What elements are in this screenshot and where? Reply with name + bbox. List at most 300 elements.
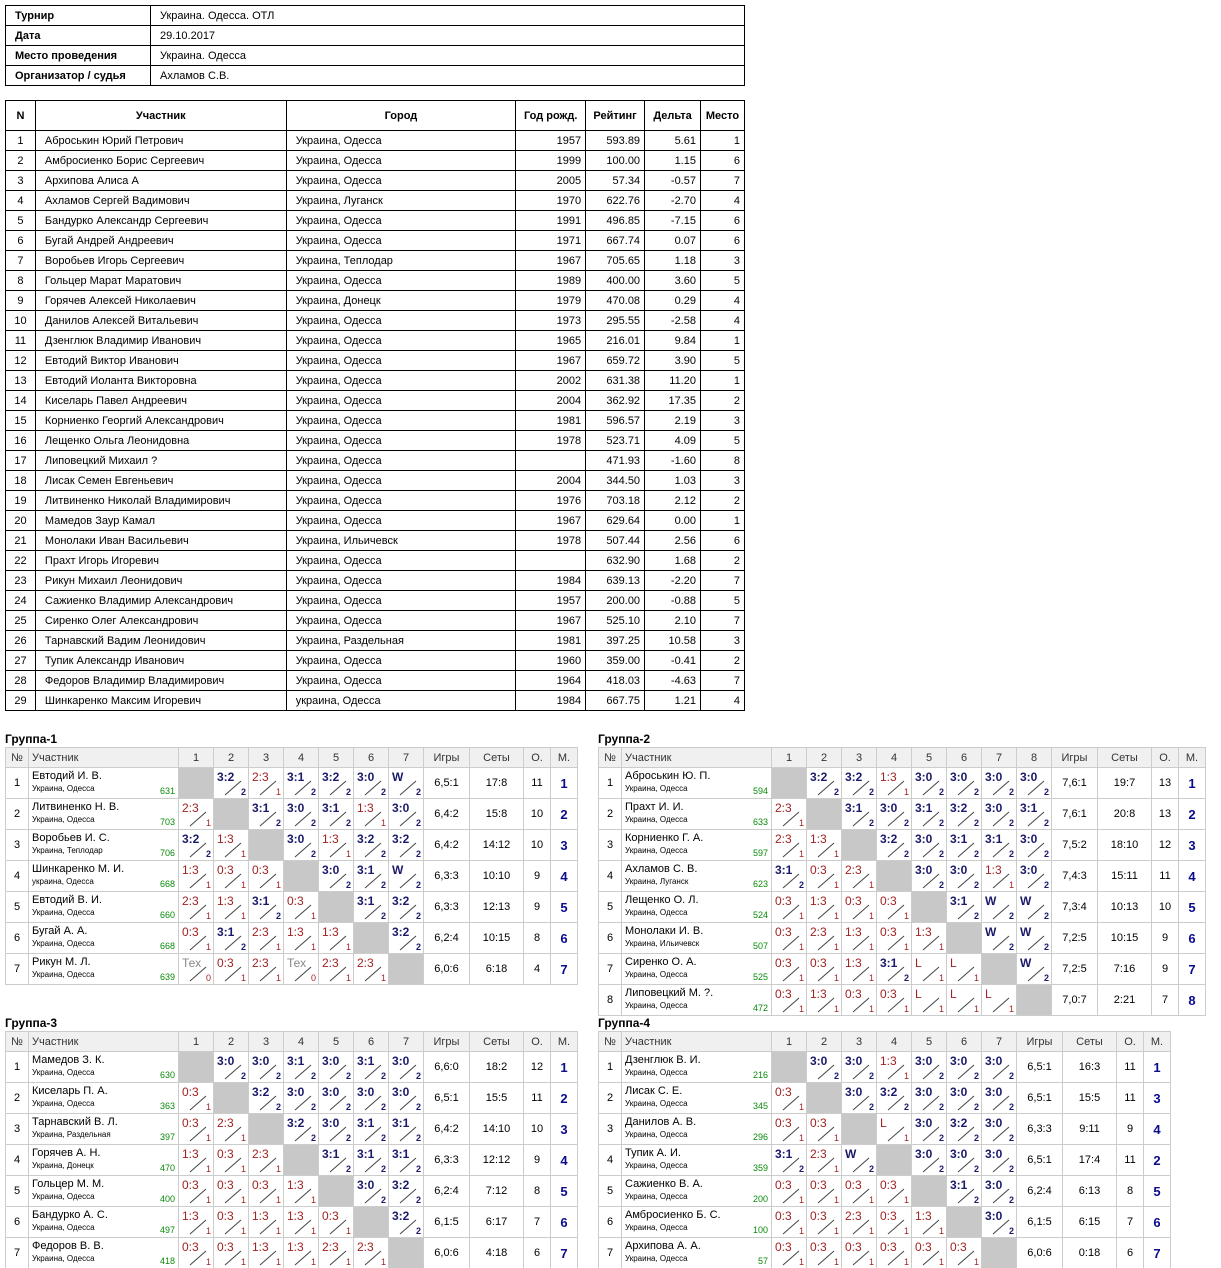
player-place: 3	[700, 471, 744, 491]
player-rating: 470	[159, 1163, 175, 1173]
slash-icon	[259, 1219, 277, 1235]
player-rating: 344.50	[586, 471, 645, 491]
match-cell	[842, 1176, 877, 1207]
slash-icon	[259, 780, 277, 796]
slash-icon	[294, 811, 312, 827]
slash-icon	[399, 842, 417, 858]
player-number: 22	[6, 551, 36, 571]
group-row	[599, 1083, 1171, 1114]
match-points: 2	[938, 818, 944, 828]
match-cell	[284, 1083, 319, 1114]
match-points: 1	[240, 973, 246, 983]
participants-header-cell: Город	[286, 101, 516, 131]
slash-icon	[887, 842, 905, 858]
match-points: 2	[415, 1226, 421, 1236]
slash-icon	[957, 1250, 975, 1266]
diagonal-cell	[807, 1083, 842, 1114]
match-points: 1	[868, 973, 874, 983]
row-place: 6	[551, 923, 578, 954]
match-score: 3:1	[357, 863, 375, 877]
row-games: 6,5:1	[1017, 1145, 1063, 1176]
player-city: Украина, Ильичевск	[625, 939, 700, 948]
player-city: Украина, Одесса	[32, 970, 95, 979]
player-place: 7	[700, 171, 744, 191]
match-points: 1	[205, 942, 211, 952]
slash-icon	[887, 1219, 905, 1235]
row-points: 9	[524, 1145, 551, 1176]
player-rating: 622.76	[586, 191, 645, 211]
match-cell	[249, 861, 284, 892]
row-place: 6	[1179, 923, 1206, 954]
row-player	[622, 1083, 772, 1114]
row-sets: 20:8	[1098, 799, 1152, 830]
participants-header-cell: Рейтинг	[586, 101, 645, 131]
slash-icon	[189, 1157, 207, 1173]
row-number: 7	[599, 954, 622, 985]
player-city: Украина, Одесса	[286, 391, 516, 411]
match-score: 3:1	[950, 894, 968, 908]
row-games: 6,2:4	[424, 923, 470, 954]
match-score: 3:1	[252, 894, 270, 908]
match-cell	[912, 1238, 947, 1268]
row-games: 6,5:1	[1017, 1052, 1063, 1083]
match-cell	[354, 1114, 389, 1145]
player-birth-year: 1965	[516, 331, 586, 351]
row-sets: 6:18	[470, 954, 524, 985]
group-table	[5, 1031, 578, 1268]
player-rating: 418	[159, 1256, 175, 1266]
match-score: 3:2	[392, 832, 410, 846]
player-rating: 418.03	[586, 671, 645, 691]
player-name: Лещенко Ольга Леонидовна	[35, 431, 286, 451]
player-name: Лещенко О. Л.	[625, 894, 699, 906]
match-score: 3:0	[252, 1054, 270, 1068]
row-sets: 15:8	[470, 799, 524, 830]
match-score: 2:3	[775, 801, 792, 815]
match-cell	[179, 1145, 214, 1176]
group-row	[599, 1207, 1171, 1238]
player-number: 18	[6, 471, 36, 491]
slash-icon	[852, 1188, 870, 1204]
slash-icon	[817, 997, 835, 1013]
player-place: 2	[700, 491, 744, 511]
match-score: 3:0	[845, 1085, 863, 1099]
match-score: 3:0	[950, 1085, 968, 1099]
player-city: Украина, Одесса	[32, 939, 95, 948]
player-name: Воробьев Игорь Сергеевич	[35, 251, 286, 271]
header-num: №	[599, 1032, 622, 1052]
row-games: 6,3:3	[1017, 1114, 1063, 1145]
slash-icon	[992, 1064, 1010, 1080]
row-place: 4	[1144, 1114, 1171, 1145]
player-rating: 397	[159, 1132, 175, 1142]
diagonal-cell	[179, 1052, 214, 1083]
match-score: 1:3	[182, 1209, 199, 1223]
player-name: Данилов Алексей Витальевич	[35, 311, 286, 331]
participants-header-cell: Дельта	[645, 101, 701, 131]
match-cell	[1017, 830, 1052, 861]
match-points: 1	[275, 787, 281, 797]
player-city: Украина, Одесса	[286, 151, 516, 171]
match-points: 1	[275, 1164, 281, 1174]
match-score: 3:0	[845, 1054, 863, 1068]
match-cell	[284, 1176, 319, 1207]
group-title: Группа-2	[598, 732, 651, 746]
slash-icon	[399, 1095, 417, 1111]
player-delta: 9.84	[645, 331, 701, 351]
diagonal-cell	[842, 1114, 877, 1145]
player-name: Амбросиенко Б. С.	[625, 1209, 721, 1221]
player-name: Мамедов Заур Камал	[35, 511, 286, 531]
group-title: Группа-1	[5, 732, 58, 746]
slash-icon	[782, 935, 800, 951]
match-score: 3:1	[357, 1147, 375, 1161]
player-city: Украина, Одесса	[286, 491, 516, 511]
match-cell	[389, 861, 424, 892]
slash-icon	[329, 780, 347, 796]
player-birth-year: 1960	[516, 651, 586, 671]
match-cell	[982, 768, 1017, 799]
match-score: 1:3	[810, 987, 827, 1001]
group-row	[599, 892, 1206, 923]
match-cell	[284, 830, 319, 861]
player-number: 2	[6, 151, 36, 171]
row-sets: 4:18	[470, 1238, 524, 1268]
match-cell	[179, 1238, 214, 1268]
slash-icon	[294, 1188, 312, 1204]
slash-icon	[399, 1157, 417, 1173]
match-cell	[214, 861, 249, 892]
diagonal-cell	[982, 1238, 1017, 1268]
group-row	[599, 1176, 1171, 1207]
player-name: Воробьев И. С.	[32, 832, 110, 844]
match-cell	[877, 1052, 912, 1083]
player-city: Украина, Одесса	[625, 1192, 688, 1201]
diagonal-cell	[354, 1207, 389, 1238]
match-score: 1:3	[322, 925, 339, 939]
player-city: Украина, Одесса	[286, 351, 516, 371]
player-place: 3	[700, 411, 744, 431]
slash-icon	[887, 811, 905, 827]
row-sets: 10:15	[470, 923, 524, 954]
match-points: 1	[205, 880, 211, 890]
group-4-block	[598, 1015, 1171, 1268]
slash-icon	[259, 935, 277, 951]
match-score: 3:0	[322, 1054, 340, 1068]
match-cell	[249, 799, 284, 830]
player-city: Украина, Одесса	[286, 211, 516, 231]
player-place: 4	[700, 291, 744, 311]
match-cell	[807, 1176, 842, 1207]
match-score: 3:0	[985, 1147, 1003, 1161]
row-games: 7,2:5	[1052, 923, 1098, 954]
match-score: W	[845, 1147, 857, 1161]
match-cell	[842, 985, 877, 1016]
participant-row	[6, 271, 745, 291]
match-score: 0:3	[182, 1085, 199, 1099]
group-row	[6, 861, 578, 892]
row-player	[622, 861, 772, 892]
match-points: 2	[345, 818, 351, 828]
player-name: Литвиненко Николай Владимирович	[35, 491, 286, 511]
match-points: 1	[903, 942, 909, 952]
slash-icon	[364, 842, 382, 858]
match-cell	[807, 1207, 842, 1238]
match-cell	[214, 954, 249, 985]
row-sets: 6:17	[470, 1207, 524, 1238]
match-points: 1	[310, 1226, 316, 1236]
row-player	[29, 768, 179, 799]
match-points: 2	[973, 880, 979, 890]
match-score: 3:0	[985, 770, 1003, 784]
match-points: 2	[973, 818, 979, 828]
match-score: 3:2	[357, 832, 375, 846]
row-sets: 10:13	[1098, 892, 1152, 923]
group-row	[6, 799, 578, 830]
row-points: 6	[1117, 1238, 1144, 1268]
match-score: 3:1	[985, 832, 1003, 846]
match-points: 1	[833, 942, 839, 952]
diagonal-cell	[912, 892, 947, 923]
match-points: 1	[205, 818, 211, 828]
slash-icon	[922, 1126, 940, 1142]
row-games: 7,5:2	[1052, 830, 1098, 861]
player-city: Украина, Донецк	[32, 1161, 94, 1170]
player-name: Федоров Владимир Владимирович	[35, 671, 286, 691]
player-place: 5	[700, 591, 744, 611]
slash-icon	[294, 904, 312, 920]
group-row	[599, 923, 1206, 954]
player-place: 1	[700, 331, 744, 351]
match-points: 1	[205, 1102, 211, 1112]
group-row	[599, 861, 1206, 892]
match-cell	[284, 892, 319, 923]
match-score: 3:0	[357, 1085, 375, 1099]
match-points: 2	[1008, 911, 1014, 921]
row-sets: 16:3	[1063, 1052, 1117, 1083]
row-sets: 12:12	[470, 1145, 524, 1176]
row-player	[622, 1238, 772, 1268]
participants-header-cell: N	[6, 101, 36, 131]
group-row	[599, 799, 1206, 830]
slash-icon	[922, 935, 940, 951]
match-score: 2:3	[357, 1240, 374, 1254]
row-games: 6,3:3	[424, 861, 470, 892]
header-opponent: 5	[912, 1032, 947, 1052]
player-city: Украина, Одесса	[286, 331, 516, 351]
match-score: 3:1	[775, 1147, 793, 1161]
slash-icon	[922, 1095, 940, 1111]
match-points: 2	[938, 1133, 944, 1143]
slash-icon	[782, 966, 800, 982]
match-score: 0:3	[217, 1178, 234, 1192]
match-score: 0:3	[217, 1240, 234, 1254]
match-points: 2	[938, 1071, 944, 1081]
info-row	[6, 26, 745, 46]
slash-icon	[224, 1188, 242, 1204]
slash-icon	[922, 811, 940, 827]
participant-row	[6, 231, 745, 251]
slash-icon	[852, 1095, 870, 1111]
player-city: Украина, Одесса	[32, 815, 95, 824]
match-cell	[214, 1207, 249, 1238]
header-opponent: 6	[947, 748, 982, 768]
player-delta: 1.18	[645, 251, 701, 271]
row-player	[622, 923, 772, 954]
player-rating: 100	[752, 1225, 768, 1235]
diagonal-cell	[947, 1207, 982, 1238]
match-cell	[389, 923, 424, 954]
player-delta: 1.68	[645, 551, 701, 571]
slash-icon	[922, 1157, 940, 1173]
slash-icon	[957, 780, 975, 796]
slash-icon	[329, 1157, 347, 1173]
participant-row	[6, 591, 745, 611]
diagonal-cell	[877, 861, 912, 892]
player-city: Украина, Одесса	[286, 131, 516, 151]
player-name: Шинкаренко Максим Игоревич	[35, 691, 286, 711]
match-score: 3:0	[1020, 770, 1038, 784]
header-games: Игры	[1052, 748, 1098, 768]
match-points: 1	[833, 1195, 839, 1205]
row-number: 2	[6, 1083, 29, 1114]
match-cell	[179, 1083, 214, 1114]
match-cell	[877, 1238, 912, 1268]
player-delta: -0.41	[645, 651, 701, 671]
row-sets: 7:16	[1098, 954, 1152, 985]
player-city: Украина, Одесса	[625, 1130, 688, 1139]
match-points: 2	[903, 1102, 909, 1112]
player-rating: 497	[159, 1225, 175, 1235]
match-points: 1	[345, 1226, 351, 1236]
header-opponent: 3	[842, 748, 877, 768]
match-score: 1:3	[287, 1240, 304, 1254]
player-rating: 597	[752, 848, 768, 858]
header-num: №	[6, 1032, 29, 1052]
player-place: 8	[700, 451, 744, 471]
player-rating: 507.44	[586, 531, 645, 551]
match-cell	[772, 1176, 807, 1207]
player-rating: 345	[752, 1101, 768, 1111]
match-cell	[319, 1207, 354, 1238]
player-delta: 3.60	[645, 271, 701, 291]
match-cell	[947, 1238, 982, 1268]
row-place: 4	[551, 861, 578, 892]
match-score: 2:3	[810, 1147, 827, 1161]
match-cell	[214, 1145, 249, 1176]
match-points: 2	[973, 1195, 979, 1205]
match-cell	[842, 923, 877, 954]
participant-row	[6, 391, 745, 411]
match-points: 1	[798, 1102, 804, 1112]
match-points: 2	[938, 787, 944, 797]
player-name: Дзенглюк Владимир Иванович	[35, 331, 286, 351]
participant-row	[6, 171, 745, 191]
slash-icon	[852, 1064, 870, 1080]
match-points: 2	[310, 1071, 316, 1081]
row-points: 7	[524, 1207, 551, 1238]
header-games: Игры	[424, 748, 470, 768]
row-place: 4	[1179, 861, 1206, 892]
row-games: 6,3:3	[424, 1145, 470, 1176]
player-rating: 359	[752, 1163, 768, 1173]
diagonal-cell	[772, 768, 807, 799]
player-birth-year: 1989	[516, 271, 586, 291]
player-place: 2	[700, 551, 744, 571]
row-player	[29, 1145, 179, 1176]
match-score: 1:3	[252, 1240, 269, 1254]
participant-row	[6, 331, 745, 351]
player-birth-year: 1984	[516, 571, 586, 591]
player-city: Украина, Одесса	[625, 815, 688, 824]
slash-icon	[852, 1157, 870, 1173]
match-cell	[982, 1145, 1017, 1176]
slash-icon	[782, 873, 800, 889]
row-number: 5	[6, 892, 29, 923]
match-score: 3:0	[985, 1054, 1003, 1068]
player-number: 19	[6, 491, 36, 511]
match-cell	[389, 1207, 424, 1238]
player-place: 4	[700, 691, 744, 711]
player-rating: 632.90	[586, 551, 645, 571]
header-opponent: 7	[389, 748, 424, 768]
slash-icon	[189, 1250, 207, 1266]
row-place: 2	[551, 1083, 578, 1114]
match-cell	[877, 830, 912, 861]
match-cell	[319, 1145, 354, 1176]
match-score: 3:0	[985, 1085, 1003, 1099]
match-points: 2	[938, 1102, 944, 1112]
player-name: Бугай Андрей Андреевич	[35, 231, 286, 251]
diagonal-cell	[354, 923, 389, 954]
slash-icon	[992, 811, 1010, 827]
match-points: 2	[1043, 787, 1049, 797]
slash-icon	[887, 935, 905, 951]
match-score: 3:0	[985, 1116, 1003, 1130]
match-score: 0:3	[810, 863, 827, 877]
slash-icon	[992, 1126, 1010, 1142]
match-points: 1	[310, 911, 316, 921]
match-points: 2	[345, 1164, 351, 1174]
diagonal-cell	[1017, 985, 1052, 1016]
player-delta: 0.29	[645, 291, 701, 311]
header-points: О.	[1152, 748, 1179, 768]
match-score: 2:3	[252, 770, 269, 784]
participant-row	[6, 631, 745, 651]
match-cell	[912, 1207, 947, 1238]
match-cell	[354, 1145, 389, 1176]
diagonal-cell	[912, 1176, 947, 1207]
match-points: 1	[205, 1257, 211, 1267]
match-score: W	[392, 863, 404, 877]
player-city: Украина, Одесса	[625, 1161, 688, 1170]
match-points: 2	[1008, 818, 1014, 828]
group-row	[6, 1083, 578, 1114]
player-name: Липовецкий Михаил ?	[35, 451, 286, 471]
group-row	[599, 1052, 1171, 1083]
player-birth-year: 1957	[516, 131, 586, 151]
match-score: 3:0	[915, 832, 933, 846]
match-cell	[807, 892, 842, 923]
slash-icon	[224, 966, 242, 982]
match-cell	[807, 954, 842, 985]
player-birth-year: 1971	[516, 231, 586, 251]
match-cell	[842, 799, 877, 830]
row-number: 5	[599, 1176, 622, 1207]
match-points: 2	[833, 1071, 839, 1081]
player-number: 23	[6, 571, 36, 591]
match-points: 2	[973, 1102, 979, 1112]
